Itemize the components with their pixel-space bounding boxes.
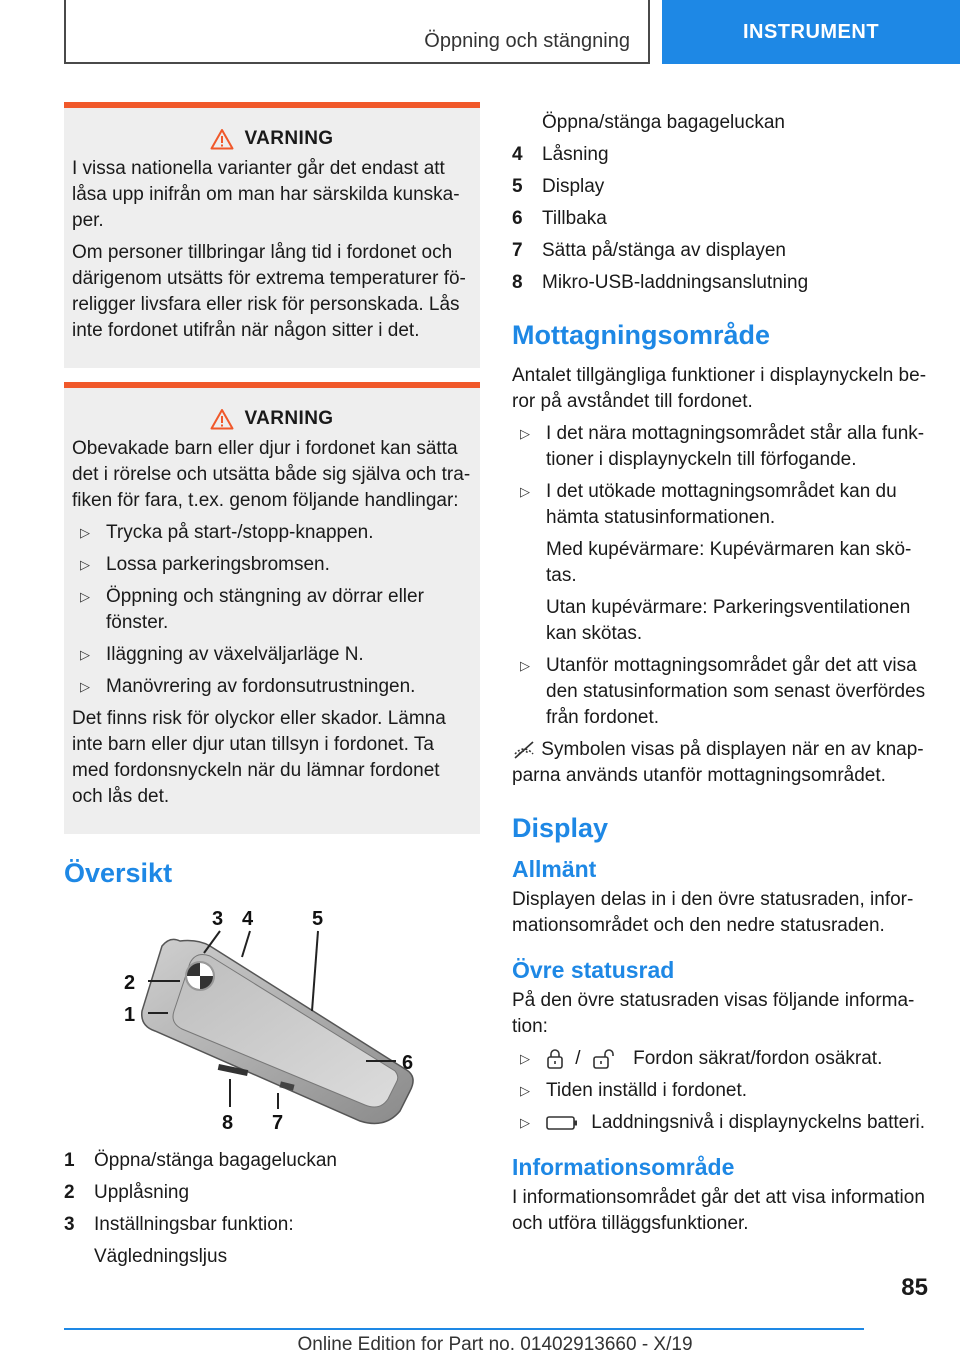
list-item-text: ▷ I det utökade mottagningsområdet kan du hämta statusinformationen.: [546, 481, 897, 528]
item-subtext: Öppna/stänga bagageluckan: [542, 112, 785, 133]
icon-separator: /: [575, 1048, 581, 1069]
item-number: 5: [512, 176, 523, 197]
item-subtext: Vägledningsljus: [94, 1246, 228, 1267]
range-intro: Antalet tillgängliga funktioner i displaynyckeln be-ror på avståndet till fordonet.: [512, 365, 927, 412]
list-item: ▷ Utanför mottagningsområdet går det att visa den statusinformation som senast överfördes från fordonet.: [512, 653, 928, 731]
status-heading: Övre statusrad: [512, 957, 675, 983]
header-chapter-tab[interactable]: INSTRUMENT: [662, 0, 960, 64]
warning-triangle-icon: [210, 128, 234, 150]
warning-title: [72, 128, 472, 150]
list-item: ▷ Iläggning av växelväljarläge N.: [72, 642, 472, 668]
list-item: [64, 1148, 480, 1174]
item-number: 8: [512, 272, 523, 293]
list-item: [512, 270, 928, 296]
page-number: 85: [901, 1274, 928, 1301]
list-item: ▷ Tiden inställd i fordonet.: [512, 1078, 928, 1104]
list-item: [512, 1046, 928, 1072]
overview-list: [64, 1148, 480, 1270]
footer-rule: [64, 1328, 864, 1330]
status-intro: På den övre statusraden visas följande informa-tion:: [512, 990, 915, 1037]
item-text: Låsning: [542, 144, 609, 165]
item-number: 6: [512, 208, 523, 229]
list-item: ▷ I det nära mottagningsområdet står alla funk-tioner i displaynyckeln till förfogande.: [512, 421, 928, 473]
item-number: 4: [512, 144, 523, 165]
item-text: Tillbaka: [542, 208, 607, 229]
item-number: 3: [64, 1214, 75, 1235]
range-heading: Mottagningsområde: [512, 320, 771, 350]
list-item: ▷ Öppning och stängning av dörrar eller fönster.: [72, 584, 472, 636]
footer-edition: Online Edition for Part no. 01402913660 - X/19: [297, 1334, 693, 1355]
range-list: [512, 421, 928, 731]
item-text: Sätta på/stänga av displayen: [542, 240, 787, 261]
warning-box-1: [64, 102, 480, 368]
symbol-note: [512, 737, 928, 789]
warning-list: [72, 520, 472, 700]
figure-label: 4: [242, 908, 254, 930]
warning-outro: Det finns risk för olyckor eller skador. Lämna inte barn eller djur utan tillsyn i fordonet. Ta med fordonsnyckeln när du lämnar fordonet och lås det.: [72, 708, 446, 807]
list-item: [512, 174, 928, 200]
info-text: I informationsområdet går det att visa information och utföra tilläggsfunktioner.: [512, 1187, 925, 1234]
display-heading: Display: [512, 813, 609, 843]
warning-title-text: VARNING: [244, 408, 334, 429]
header-section-title: Öppning och stängning: [424, 30, 630, 52]
status-list: [512, 1046, 928, 1136]
item-number: 1: [64, 1150, 75, 1171]
list-item: [512, 479, 928, 647]
figure-label: 6: [402, 1052, 414, 1074]
item-text: Öppna/stänga bagageluckan: [94, 1150, 337, 1171]
lock-open-icon: [592, 1048, 618, 1070]
warning-title-text: VARNING: [244, 128, 334, 149]
warning-box-2: [64, 382, 480, 834]
item-number: 7: [512, 240, 523, 261]
item-text: Upplåsning: [94, 1182, 190, 1203]
symbol-note-text: Symbolen visas på displayen när en av knap-parna används utanför mottagningsområdet.: [512, 739, 924, 786]
list-item: ▷ Manövrering av fordonsutrustningen.: [72, 674, 472, 700]
list-item: [512, 238, 928, 264]
list-item-text: Laddningsnivå i displaynyckelns batteri.: [591, 1112, 926, 1133]
info-heading: Informationsområde: [512, 1154, 735, 1180]
list-item: ▷ Trycka på start-/stopp-knappen.: [72, 520, 472, 546]
item-text: Display: [542, 176, 605, 197]
right-column: [512, 110, 928, 1243]
item-text: Mikro-USB-laddningsanslutning: [542, 272, 809, 293]
figure-label: 8: [222, 1112, 234, 1133]
warning-paragraph: I vissa nationella varianter går det endast att låsa upp inifrån om man har särskilda kunska-per.: [72, 158, 460, 231]
list-item-extra: Med kupévärmare: Kupévärmaren kan skö-tas.: [546, 539, 912, 586]
list-item: [512, 1110, 928, 1136]
list-item: ▷ Lossa parkeringsbromsen.: [72, 552, 472, 578]
figure-label: 1: [124, 1004, 136, 1026]
figure-label: 2: [124, 972, 136, 994]
warning-intro: Obevakade barn eller djur i fordonet kan sätta det i rörelse och utsätta både sig själva och tra-fiken för fara, t.ex. genom följande handlingar:: [72, 438, 471, 511]
lock-closed-icon: [546, 1048, 564, 1070]
warning-title: [72, 408, 472, 430]
warning-triangle-icon: [210, 408, 234, 430]
list-item-text: Fordon säkrat/fordon osäkrat.: [633, 1048, 883, 1069]
battery-icon: [546, 1115, 578, 1131]
figure-label: 3: [212, 908, 224, 930]
general-text: Displayen delas in i den övre statusraden, infor-mationsområdet och den nedre statusraden.: [512, 889, 914, 936]
list-item-extra: Utan kupévärmare: Parkeringsventilationen kan skötas.: [546, 597, 911, 644]
item-text: Inställningsbar funktion:: [94, 1214, 294, 1235]
list-item: [64, 1180, 480, 1206]
item-number: 2: [64, 1182, 75, 1203]
header-left-rule: [64, 0, 66, 64]
overview-heading: Översikt: [64, 858, 173, 888]
warning-paragraph: Om personer tillbringar lång tid i fordonet och därigenom utsätts för extrema temperaturer fö-religger livsfara eller risk för personskada. Lås inte fordonet utifrån när någon sitter i det.: [72, 242, 466, 341]
figure-label: 7: [272, 1112, 284, 1133]
header-right-rule: [648, 0, 650, 64]
list-item: [512, 142, 928, 168]
list-item: [64, 1212, 480, 1238]
out-of-range-icon: [512, 740, 536, 760]
left-column: [64, 102, 480, 1276]
display-key-figure: [100, 901, 436, 1133]
figure-label: 5: [312, 908, 324, 930]
general-heading: Allmänt: [512, 856, 597, 882]
header-bottom-rule: [64, 62, 650, 64]
overview-list-continued: [512, 110, 928, 296]
list-item: [512, 206, 928, 232]
